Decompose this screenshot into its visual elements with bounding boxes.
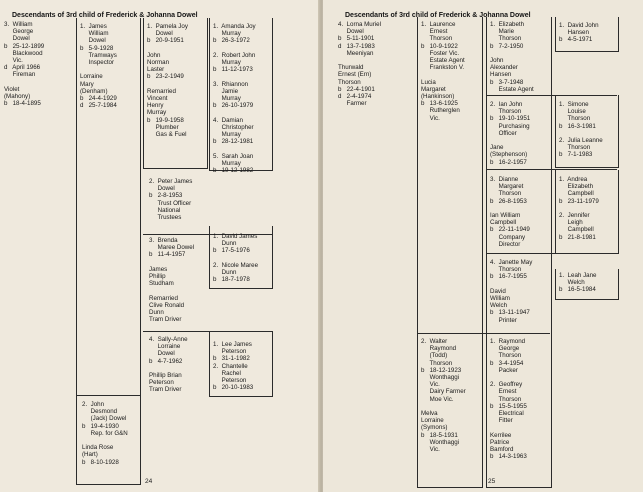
person-brenda-maree-dowel: 3. Brenda Maree Dowel b 11-4-1957 James Phillip Studham Remarried Clive Ronald Dunn Tram Driver xyxy=(149,237,195,324)
page-title: Descendants of 3rd child of Frederick & Johanna Dowel xyxy=(345,12,531,19)
page-number: 24 xyxy=(145,478,153,485)
person-ian-john-thorson: 2. Ian John Thorson b 19-10-1951 Purchasing Officer Jane (Stephenson) b 16-2-1957 xyxy=(490,101,531,166)
person-james-william-dowel: 1. James William Dowel b 5-9-1928 Tramways Inspector Lorraine Mary (Denham) b 24-4-1929 d 25-7-1984 xyxy=(80,23,117,110)
page-number: 25 xyxy=(488,478,496,485)
right-page xyxy=(323,0,643,492)
children-dunn: 1. David James Dunn b 17-5-1976 2. Nicole Maree Dunn b 18-7-1978 xyxy=(213,233,259,284)
person-william-george-dowel: 3. William George Dowel b 25-12-1899 Blackwood Vic. d April 1966 Fireman Violet (Mahony) b 18-4-1895 xyxy=(4,21,45,108)
person-john-desmond-dowel: 2. John Desmond (Jack) Dowel b 19-4-1930 Rep. for G&N Linda Rose (Hart) b 8-10-1928 xyxy=(82,401,128,466)
children-thorson: 1. Simone Louise Thorson b 16-3-1981 2. Julia Leanne Thorson b 7-1-1983 xyxy=(559,101,603,159)
person-peter-james-dowel: 2. Peter James Dowel b 2-8-1953 Trust Officer National Trustees xyxy=(149,178,193,222)
page-title: Descendants of 3rd child of Frederick & Johanna Dowel xyxy=(12,12,198,19)
person-janette-may-thorson: 4. Janette May Thorson b 16-7-1955 David William Welch b 13-11-1947 Printer xyxy=(490,259,533,324)
divider xyxy=(76,395,140,396)
person-sally-anne-dowel: 4. Sally-Anne Lorraine Dowel b 4-7-1962 Phillip Brian Peterson Tram Driver xyxy=(149,336,188,394)
person-elizabeth-marie-thorson: 1. Elizabeth Marie Thorson b 7-2-1950 John Alexander Hansen b 3-7-1948 Estate Agent xyxy=(490,21,534,93)
person-pamela-joy-dowel: 1. Pamela Joy Dowel b 20-9-1951 John Norman Laster b 23-2-1949 Remarried Vincent Henry Murray b 19-9-1958 Plumber Gas & Fuel xyxy=(147,23,188,139)
left-page xyxy=(0,0,320,492)
divider xyxy=(486,253,617,254)
person-dianne-margaret-thorson: 3. Dianne Margaret Thorson b 26-8-1953 Ian William Campbell b 22-11-1949 Company Director xyxy=(490,176,530,248)
person-laurence-ernest-thorson: 1. Laurence Ernest Thorson b 10-9-1922 Foster Vic. Estate Agent Frankston V. Lucia Margaret (Hankinson) b 13-6-1925 Rutherglen Vic. xyxy=(421,21,465,122)
children-campbell: 1. Andrea Elizabeth Campbell b 23-11-1979 2. Jennifer Leigh Campbell b 21-8-1981 xyxy=(559,176,599,241)
children-murray: 1. Amanda Joy Murray b 26-3-1972 2. Robert John Murray b 11-12-1973 3. Rhiannon Jamie Murray b 26-10-1979 4. Damian Christopher Murray b 28-12-1981 5. Sarah Joan Murray b 19-12-1982 xyxy=(213,23,256,175)
children-peterson: 1. Lee James Peterson b 31-1-1982 2. Chantelle Rachel Peterson b 20-10-1983 xyxy=(213,341,254,392)
person-lorna-muriel-dowel: 4. Lorna Muriel Dowel b 5-11-1901 d 13-7-1983 Meeniyan Thurwald Ernest (Ern) Thorson b 22-4-1901 d 2-4-1974 Farmer xyxy=(338,21,381,108)
children-welch: 1. Leah Jane Welch b 16-5-1984 xyxy=(559,272,597,294)
children-hansen: 1. David John Hansen b 4-5-1971 xyxy=(559,22,599,44)
children-walter: 1. Raymond George Thorson b 3-4-1954 Packer 2. Geoffrey Ernest Thorson b 15-5-1955 Electrical Fitter Kerrilee Patrice Bamford b 14-3-1963 xyxy=(490,338,527,461)
person-walter-raymond-thorson: 2. Walter Raymond (Todd) Thorson b 18-12-1923 Wonthaggi Vic. Dairy Farmer Moe Vic. Melva Lorraine (Symons) b 18-5-1931 Wonthaggi Vic. xyxy=(421,338,466,454)
